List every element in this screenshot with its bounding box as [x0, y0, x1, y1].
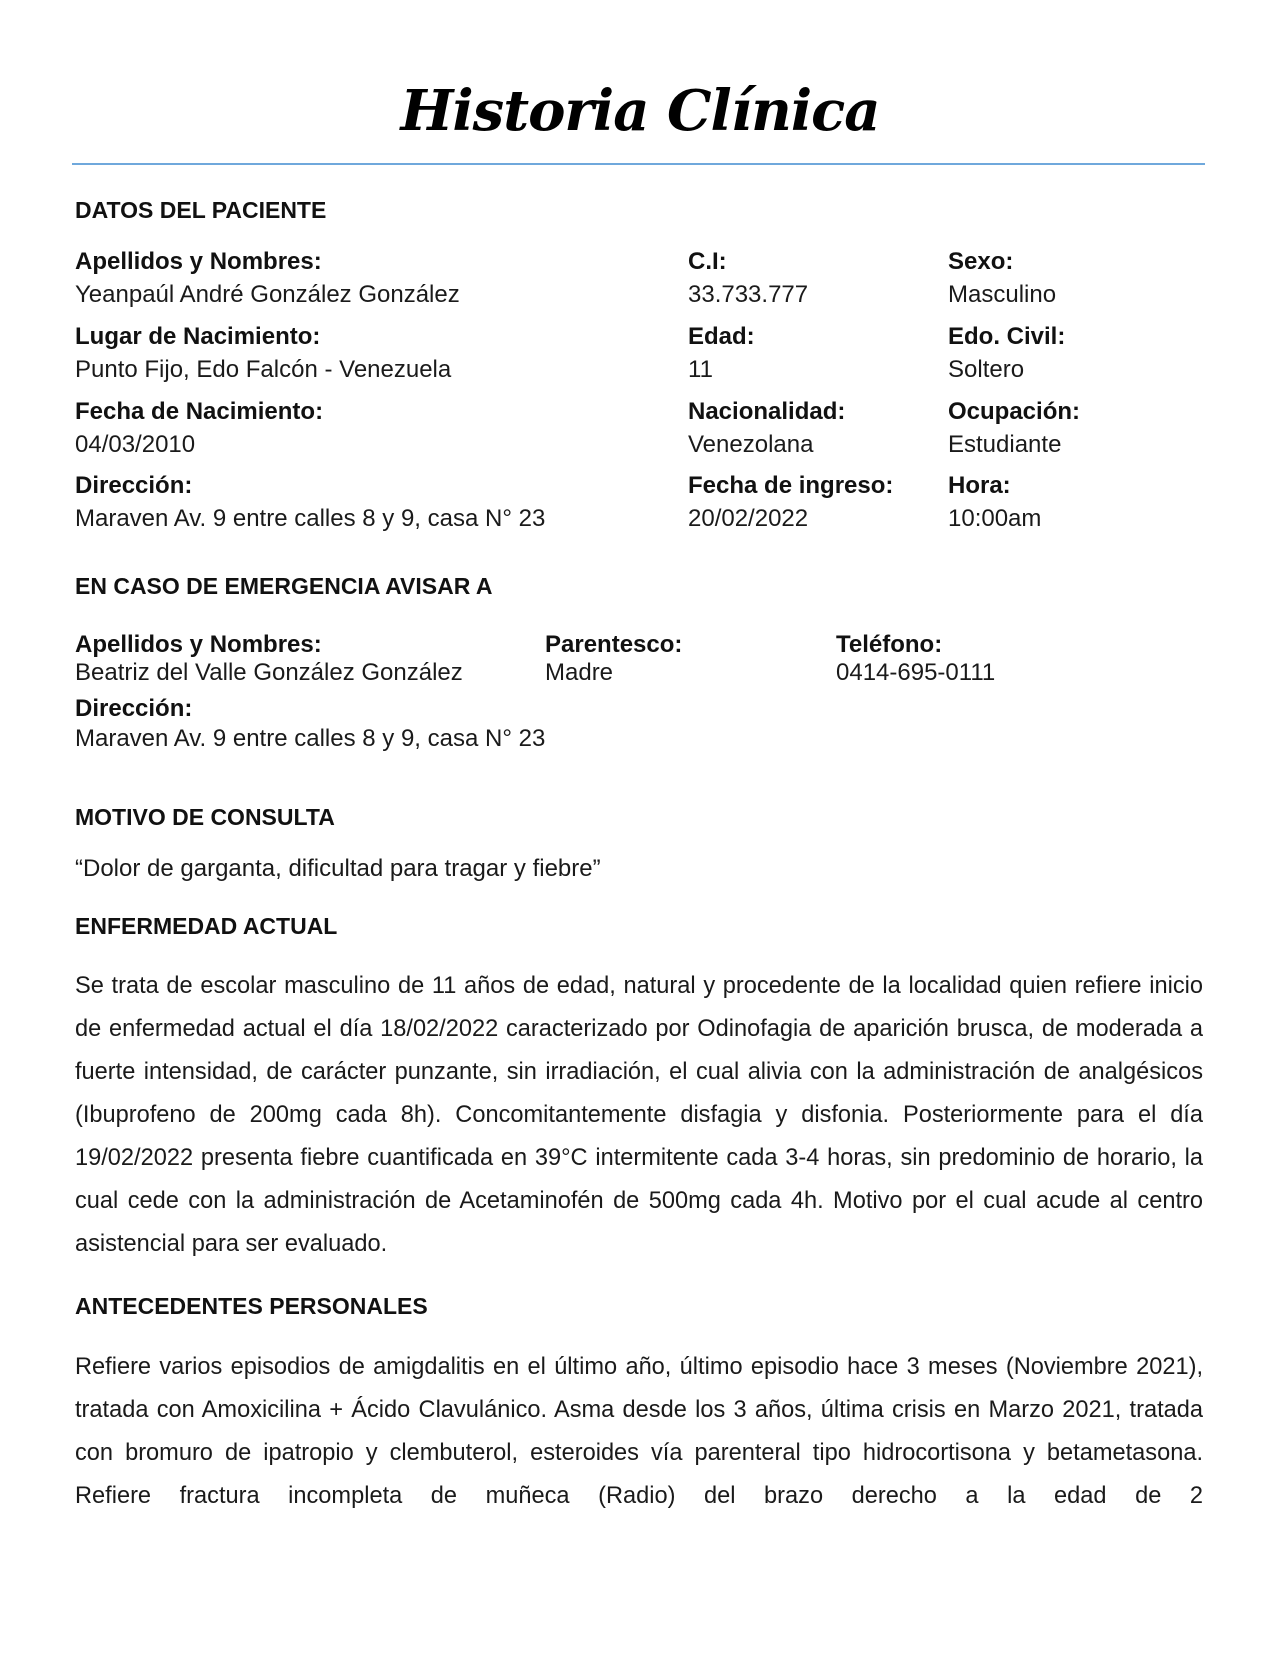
patient-nationality-label: Nacionalidad: [688, 398, 846, 425]
personal-history-section-heading: ANTECEDENTES PERSONALES [75, 1293, 428, 1319]
patient-admission-time-label: Hora: [948, 472, 1011, 499]
personal-history-paragraph: Refiere varios episodios de amigdalitis en el último año, último episodio hace 3 meses (Noviembre 2021), tratada con Amoxicilina + Ácido Clavulánico. Asma desde los 3 años, última crisis en Marzo 2021, tratada con bromuro de ipatropio y clembuterol, esteroides vía parenteral tipo hidrocortisona y betametasona. Refiere fractura incompleta de muñeca (Radio) del brazo derecho a la edad de 2 [75, 1354, 1203, 1509]
patient-civil-status-label: Edo. Civil: [948, 323, 1066, 350]
current-illness-section-heading: ENFERMEDAD ACTUAL [75, 913, 338, 939]
patient-age-value: 11 [688, 356, 713, 383]
current-illness-paragraph: Se trata de escolar masculino de 11 años de edad, natural y procedente de la localidad quien refiere inicio de enfermedad actual el día 18/02/2022 caracterizado por Odinofagia de aparición brusca, de moderada a fuerte intensidad, de carácter punzante, sin irradiación, el cual alivia con la administración de analgésicos (Ibuprofeno de 200mg cada 8h). Concomitantemente disfagia y disfonia. Posteriormente para el día 19/02/2022 presenta fiebre cuantificada en 39°C intermitente cada 3-4 horas, sin predominio de horario, la cual cede con la administración de Acetaminofén de 500mg cada 4h. Motivo por el cual acude al centro asistencial para ser evaluado. [75, 973, 1203, 1257]
patient-ci-value: 33.733.777 [688, 281, 809, 308]
patient-name-value: Yeanpaúl André González González [75, 281, 460, 308]
patient-birthdate-label: Fecha de Nacimiento: [75, 398, 324, 425]
patient-name-label: Apellidos y Nombres: [75, 248, 322, 275]
emergency-address-value: Maraven Av. 9 entre calles 8 y 9, casa N° 23 [75, 725, 546, 752]
patient-section-heading: DATOS DEL PACIENTE [75, 197, 327, 223]
patient-admission-date-value: 20/02/2022 [688, 505, 809, 532]
patient-address-label: Dirección: [75, 472, 193, 499]
patient-birthplace-value: Punto Fijo, Edo Falcón - Venezuela [75, 356, 452, 383]
patient-sex-label: Sexo: [948, 248, 1014, 275]
patient-ci-label: C.I: [688, 248, 727, 275]
consultation-section-heading: MOTIVO DE CONSULTA [75, 804, 335, 830]
emergency-phone-label: Teléfono: [836, 631, 943, 658]
patient-nationality-value: Venezolana [688, 431, 814, 458]
document-title: Historia Clínica [400, 78, 880, 144]
patient-civil-status-value: Soltero [948, 356, 1025, 383]
patient-birthdate-value: 04/03/2010 [75, 431, 196, 458]
patient-admission-time-value: 10:00am [948, 505, 1042, 532]
emergency-phone-value: 0414-695-0111 [836, 659, 996, 686]
emergency-name-label: Apellidos y Nombres: [75, 631, 322, 658]
title-divider [72, 163, 1205, 165]
patient-birthplace-label: Lugar de Nacimiento: [75, 323, 321, 350]
emergency-relationship-value: Madre [545, 659, 614, 686]
personal-history-clip [75, 1346, 1203, 1526]
patient-sex-value: Masculino [948, 281, 1057, 308]
consultation-reason-text: “Dolor de garganta, dificultad para tragar y fiebre” [75, 855, 601, 882]
patient-address-value: Maraven Av. 9 entre calles 8 y 9, casa N° 23 [75, 505, 546, 532]
emergency-section-heading: EN CASO DE EMERGENCIA AVISAR A [75, 573, 493, 599]
emergency-name-value: Beatriz del Valle González González [75, 659, 463, 686]
patient-occupation-value: Estudiante [948, 431, 1062, 458]
emergency-address-label: Dirección: [75, 695, 193, 722]
patient-occupation-label: Ocupación: [948, 398, 1081, 425]
emergency-relationship-label: Parentesco: [545, 631, 683, 658]
patient-age-label: Edad: [688, 323, 755, 350]
patient-admission-date-label: Fecha de ingreso: [688, 472, 894, 499]
